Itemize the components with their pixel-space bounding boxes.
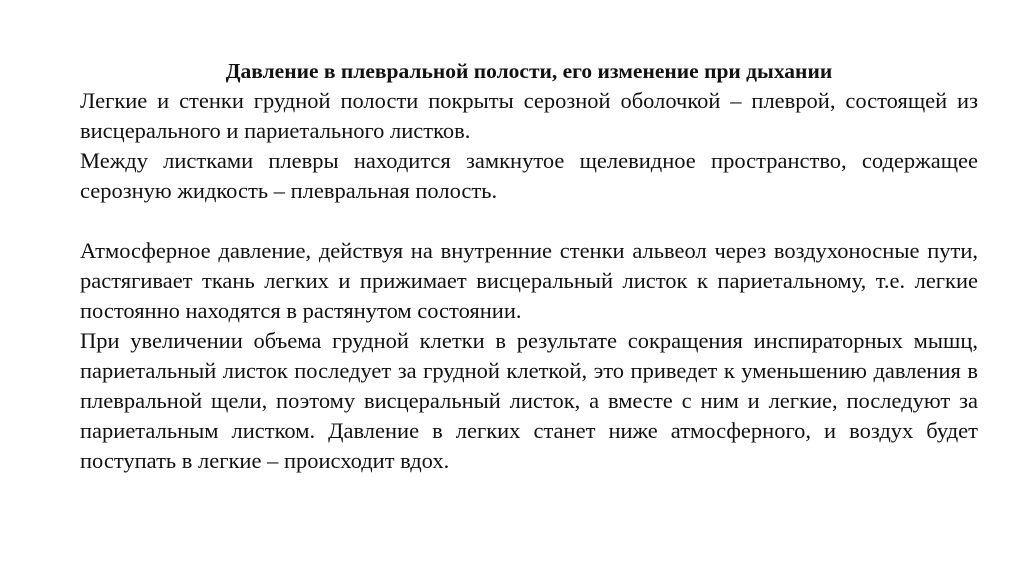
paragraph-inhalation: При увеличении объема грудной клетки в результате сокращения инспираторных мышц, париетальный листок последует за грудной клеткой, это приведет к уменьшению давления в плевральной щели, поэтому висцеральный листок, а вместе с ним и легкие, последуют за париетальным листком. Давление в легких станет ниже атмосферного, и воздух будет поступать в легкие – происходит вдох. [80, 328, 978, 473]
paragraph-spacer [80, 206, 978, 236]
paragraph-atmospheric-pressure: Атмосферное давление, действуя на внутренние стенки альвеол через воздухоносные пути, растягивает ткань легких и прижимает висцеральный листок к париетальному, т.е. легкие постоянно находятся в растянутом состоянии. [80, 238, 978, 323]
slide-content [80, 56, 978, 476]
paragraph-pleura: Легкие и стенки грудной полости покрыты серозной оболочкой – плеврой, состоящей из висцерального и париетального листков. [80, 88, 978, 143]
paragraph-pleural-cavity: Между листками плевры находится замкнутое щелевидное пространство, содержащее серозную жидкость – плевральная полость. [80, 148, 978, 203]
slide-title: Давление в плевральной полости, его изменение при дыхании [225, 59, 833, 83]
